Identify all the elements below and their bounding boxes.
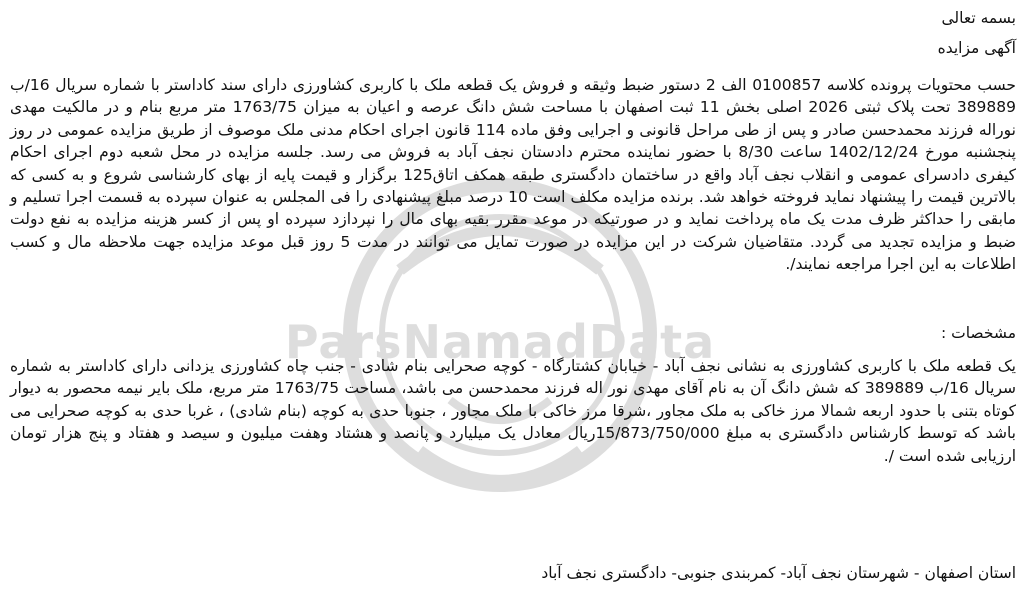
basmala: بسمه تعالی (941, 9, 1016, 27)
watermark-brand: ParsNamadData (284, 315, 716, 369)
footer-address: استان اصفهان - شهرستان نجف آباد- کمربندی جنوبی- دادگستری نجف آباد (541, 564, 1016, 582)
notice-heading: آگهی مزایده (937, 39, 1016, 57)
notice-body: حسب محتویات پرونده کلاسه 0100857 الف 2 دستور ضبط وثیقه و فروش یک قطعه ملک با کاربری کشاورزی دارای سند کاداستر با شماره سریال 16/ب 389889 تحت پلاک ثبتی 2026 اصلی بخش 11 ثبت اصفهان با مساحت شش دانگ عرصه و اعیان به میزان 1763/75 متر مربع بنام و در مالکیت مهدی نوراله فرزند محمدحسن صادر و پس از طی مراحل قانونی و اجرایی وفق ماده 114 قانون اجرای احکام مدنی ملک موصوف از طریق مزایده عمومی در روز پنجشنبه مورخ 1402/12/24 ساعت 8/30 با حضور نماینده محترم دادستان نجف آباد به فروش می رسد. جلسه مزایده در محل شعبه دوم اجرای احکام کیفری دادسرای عمومی و انقلاب نجف آباد واقع در ساختمان دادگستری طبقه همکف اتاق125 برگزار و قیمت پایه از بهای کارشناسی شروع و به کسی که بالاترین قیمت را پیشنهاد نماید فروخته خواهد شد. برنده مزایده مکلف است 10 درصد مبلغ پیشنهادی را فی المجلس به عنوان سپرده به قسمت اجرا تسلیم و مابقی را حداکثر ظرف مدت یک ماه پرداخت نماید و در صورتیکه در موعد مقرر بقیه بهای مال را نپردازد سپرده او پس از کسر هزینه مزایده به نفع دولت ضبط و مزایده تجدید می گردد. متقاضیان شرکت در این مزایده در صورت تمایل می توانند در مدت 5 روز قبل موعد مزایده جهت ملاحظه مال و کسب اطلاعات به این اجرا مراجعه نمایند/. (10, 76, 1016, 274)
specs-label: مشخصات : (940, 324, 1016, 342)
specs-body: یک قطعه ملک با کاربری کشاورزی به نشانی نجف آباد - خیابان کشتارگاه - کوچه صحرایی بنام شادی - جنب چاه کشاورزی یزدانی دارای کاداستر به شماره سریال 16/ب 389889 که شش دانگ آن به نام آقای مهدی نور اله فرزند محمدحسن می باشد، مساحت 1763/75 متر مربع، ملک بایر نیمه محصور به دیوار کوتاه بتنی با حدود اربعه شمالا مرز خاکی به ملک مجاور ،شرقا مرز خاکی با ملک مجاور ، جنوبا حدی به کوچه (بنام شادی) ، غربا حدی به کوچه صحرایی می باشد که توسط کارشناس دادگستری به مبلغ 15/873/750/000ریال معادل یک میلیارد و پانصد و هشتاد وهفت میلیون و سیصد و هفتاد و پنج هزار تومان ارزیابی شده است /. (10, 357, 1017, 465)
